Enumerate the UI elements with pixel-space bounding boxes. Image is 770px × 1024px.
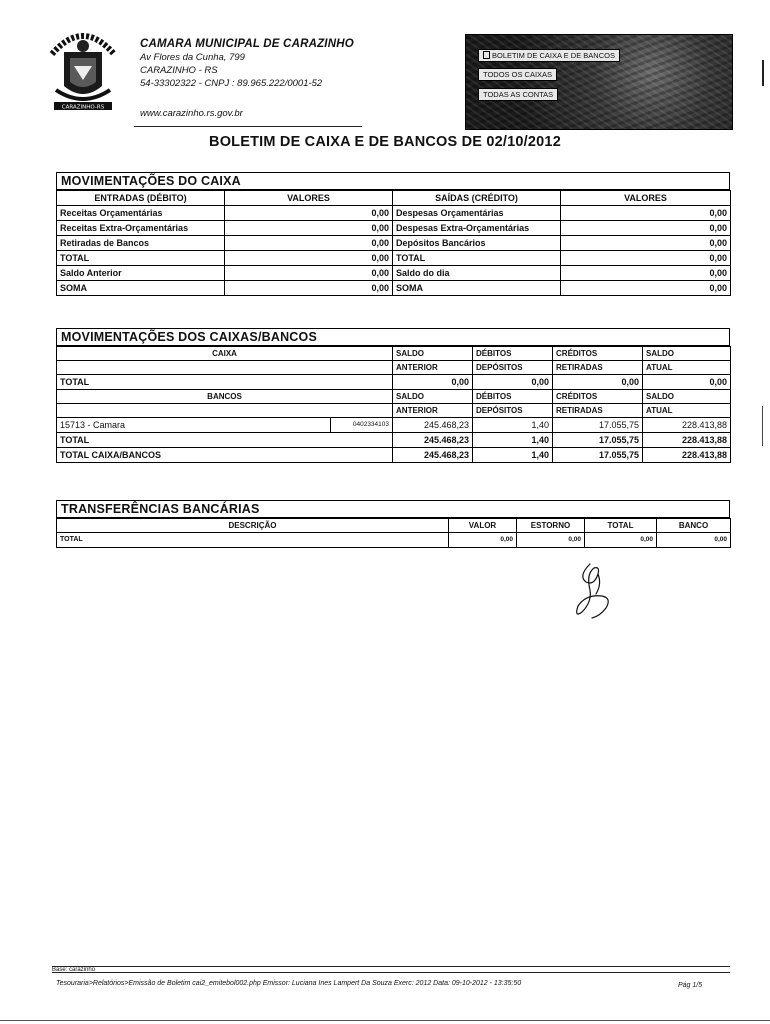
saldo-atual-header: ATUAL: [643, 361, 731, 375]
row-label: TOTAL: [57, 433, 393, 448]
mov-caixa-section: [56, 172, 730, 296]
bank-account-label: 15713 - Camara: [57, 418, 331, 433]
bank-account-row: [57, 418, 731, 433]
header-divider: [134, 126, 362, 127]
banco-header: BANCO: [657, 519, 731, 533]
caixa-col-header-blank: [57, 361, 393, 375]
entrada-value: 0,00: [225, 266, 393, 281]
saldo-anterior-header: SALDO: [393, 390, 473, 404]
saida-value: 0,00: [561, 251, 731, 266]
caixa-col-header: CAIXA: [57, 347, 393, 361]
section-title: MOVIMENTAÇÕES DO CAIXA: [56, 172, 730, 190]
saldo-anterior-header: ANTERIOR: [393, 361, 473, 375]
bank-account-number: 0402334103: [331, 418, 393, 433]
page-number: Pág 1/5: [678, 982, 703, 989]
saida-value: 0,00: [561, 221, 731, 236]
checkbox-icon: [483, 51, 490, 59]
saldo-atual-header: SALDO: [643, 347, 731, 361]
crest-text: CARAZINHO-RS: [61, 104, 105, 111]
saida-label: TOTAL: [393, 251, 561, 266]
valor-value: 0,00: [449, 533, 517, 548]
entrada-value: 0,00: [225, 221, 393, 236]
page-title: BOLETIM DE CAIXA E DE BANCOS DE 02/10/2012: [209, 134, 561, 150]
grand-total-row: [57, 448, 731, 463]
saldo-atual-value: 0,00: [643, 375, 731, 390]
saida-value: 0,00: [561, 236, 731, 251]
debitos-value: 1,40: [473, 448, 553, 463]
creditos-value: 17.055,75: [553, 418, 643, 433]
col-header: ENTRADAS (DÉBITO): [57, 191, 225, 206]
saldo-atual-value: 228.413,88: [643, 448, 731, 463]
saldo-atual-header: SALDO: [643, 390, 731, 404]
saida-label: Despesas Extra-Orçamentárias: [393, 221, 561, 236]
total-value: 0,00: [585, 533, 657, 548]
footer-divider: [52, 972, 730, 973]
debitos-value: 1,40: [473, 418, 553, 433]
mov-caixa-table: [56, 190, 731, 296]
creditos-header: CRÉDITOS: [553, 347, 643, 361]
table-row: [57, 206, 731, 221]
row-label: TOTAL: [57, 375, 393, 390]
table-row: [57, 221, 731, 236]
estorno-value: 0,00: [517, 533, 585, 548]
footer-base-label: Base: carazinho: [52, 967, 96, 973]
mov-caixas-bancos-table: [56, 346, 731, 463]
section-title: MOVIMENTAÇÕES DOS CAIXAS/BANCOS: [56, 328, 730, 346]
todos-caixas-button[interactable]: TODOS OS CAIXAS: [478, 68, 557, 81]
saldo-anterior-header: SALDO: [393, 347, 473, 361]
saida-label: SOMA: [393, 281, 561, 296]
boletim-button[interactable]: BOLETIM DE CAIXA E DE BANCOS: [478, 49, 620, 62]
saldo-atual-value: 228.413,88: [643, 433, 731, 448]
scan-edge-mark: [762, 406, 763, 446]
mov-caixas-bancos-section: [56, 328, 730, 463]
footer-report-path: Tesouraria>Relatórios>Emissão de Boletim cai2_emitebol002.php Emissor: Luciana Ines Lampert Da Souza Exerc: 2012 Data: 09-10-2012 - 13:35:50: [56, 980, 522, 987]
municipal-crest-logo: [44, 24, 122, 114]
page-bottom-edge: [0, 1020, 770, 1021]
descricao-header: DESCRIÇÃO: [57, 519, 449, 533]
saldo-anterior-value: 245.468,23: [393, 448, 473, 463]
creditos-value: 17.055,75: [553, 448, 643, 463]
entrada-value: 0,00: [225, 281, 393, 296]
saida-value: 0,00: [561, 266, 731, 281]
bancos-total-row: [57, 433, 731, 448]
depositos-header: DEPÓSITOS: [473, 361, 553, 375]
org-name: CAMARA MUNICIPAL DE CARAZINHO: [140, 38, 354, 50]
row-label: TOTAL: [57, 533, 449, 548]
org-address: Av Flores da Cunha, 799: [140, 52, 245, 63]
entrada-value: 0,00: [225, 236, 393, 251]
entrada-label: Retiradas de Bancos: [57, 236, 225, 251]
entrada-label: TOTAL: [57, 251, 225, 266]
entrada-label: Receitas Orçamentárias: [57, 206, 225, 221]
retiradas-header: RETIRADAS: [553, 404, 643, 418]
org-info: [140, 38, 354, 89]
saldo-anterior-value: 245.468,23: [393, 433, 473, 448]
saida-value: 0,00: [561, 206, 731, 221]
depositos-header: DEPÓSITOS: [473, 404, 553, 418]
entrada-label: Saldo Anterior: [57, 266, 225, 281]
entrada-value: 0,00: [225, 206, 393, 221]
saida-label: Depósitos Bancários: [393, 236, 561, 251]
debitos-header: DÉBITOS: [473, 347, 553, 361]
header-photo-banner: [465, 34, 733, 130]
org-phone-cnpj: 54-33302322 - CNPJ : 89.965.222/0001-52: [140, 78, 323, 89]
table-row: [57, 281, 731, 296]
row-label: TOTAL CAIXA/BANCOS: [57, 448, 393, 463]
saldo-anterior-header: ANTERIOR: [393, 404, 473, 418]
org-city: CARAZINHO - RS: [140, 65, 218, 76]
section-title: TRANSFERÊNCIAS BANCÁRIAS: [56, 500, 730, 518]
saida-label: Saldo do dia: [393, 266, 561, 281]
total-header: TOTAL: [585, 519, 657, 533]
table-row: [57, 266, 731, 281]
creditos-header: CRÉDITOS: [553, 390, 643, 404]
footer-divider: [52, 966, 730, 967]
saldo-anterior-value: 245.468,23: [393, 418, 473, 433]
debitos-value: 0,00: [473, 375, 553, 390]
table-row: [57, 251, 731, 266]
saldo-atual-value: 228.413,88: [643, 418, 731, 433]
saldo-atual-header: ATUAL: [643, 404, 731, 418]
transferencias-table: [56, 518, 731, 548]
banco-value: 0,00: [657, 533, 731, 548]
handwritten-signature: [568, 560, 628, 622]
col-header: VALORES: [225, 191, 393, 206]
org-website: www.carazinho.rs.gov.br: [140, 108, 243, 119]
table-row: [57, 236, 731, 251]
valor-header: VALOR: [449, 519, 517, 533]
col-header: SAÍDAS (CRÉDITO): [393, 191, 561, 206]
bancos-col-header-blank: [57, 404, 393, 418]
entrada-label: Receitas Extra-Orçamentárias: [57, 221, 225, 236]
caixa-total-row: [57, 375, 731, 390]
saida-label: Despesas Orçamentárias: [393, 206, 561, 221]
bancos-col-header: BANCOS: [57, 390, 393, 404]
transferencias-total-row: [57, 533, 731, 548]
entrada-value: 0,00: [225, 251, 393, 266]
transferencias-section: [56, 500, 730, 548]
entrada-label: SOMA: [57, 281, 225, 296]
col-header: VALORES: [561, 191, 731, 206]
scan-edge-mark: [762, 60, 764, 86]
debitos-header: DÉBITOS: [473, 390, 553, 404]
estorno-header: ESTORNO: [517, 519, 585, 533]
debitos-value: 1,40: [473, 433, 553, 448]
retiradas-header: RETIRADAS: [553, 361, 643, 375]
creditos-value: 17.055,75: [553, 433, 643, 448]
saldo-anterior-value: 0,00: [393, 375, 473, 390]
saida-value: 0,00: [561, 281, 731, 296]
creditos-value: 0,00: [553, 375, 643, 390]
todas-contas-button[interactable]: TODAS AS CONTAS: [478, 88, 558, 101]
